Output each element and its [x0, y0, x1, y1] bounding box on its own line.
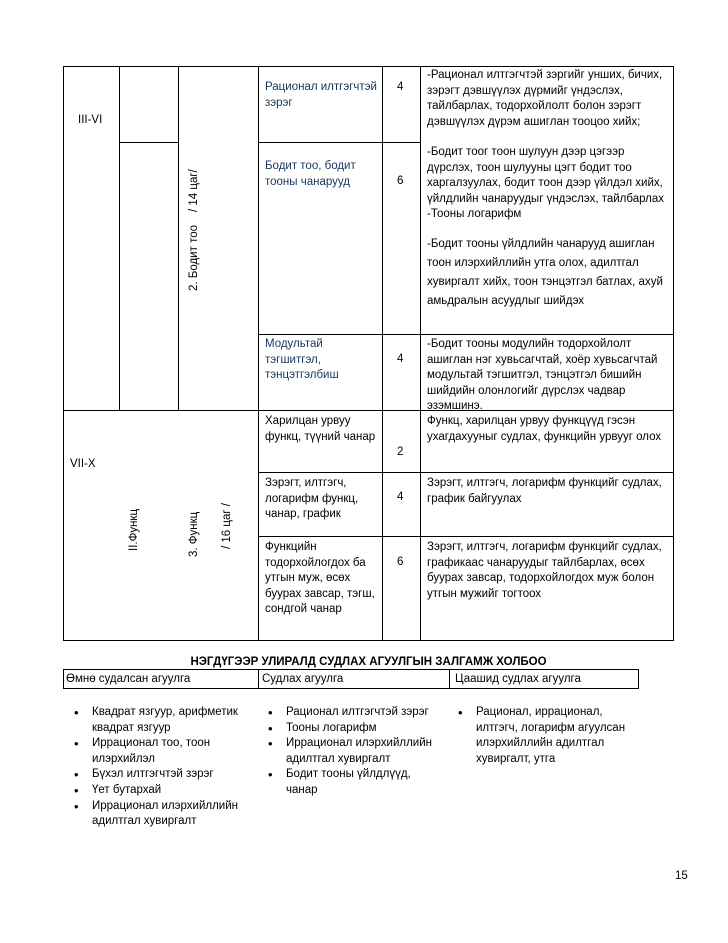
topic-function-domain: Функцийн тодорхойлогдох ба утгын муж, өсөх буурах завсар, тэгш, сондгой чанар	[265, 541, 375, 616]
goal-rational-power: -Рационал илтгэгчтэй зэргийг унших, бичих, зэрэгт дэвшүүлэх дүрмийг үндэслэх, тайлбарлах, тодорхойлолт болон зэрэгт дэвшүүлэх дүрэм ашиглан тооцоо хийх;	[427, 69, 663, 128]
goal-real-numbers-properties: -Бодит тооны үйлдлийн чанарууд ашиглан тоон илэрхийллийн утга олох, адилтгал хувиргалт хийх, тоон тэнцэтгэл батлах, ахуй амьдралын асуудлыг шийдэх	[427, 238, 663, 307]
goal-inverse-function: Функц, харилцан урвуу функцүүд гэсэн ухагдахууныг судлах, функцийн урвууг олох	[427, 415, 662, 443]
topic-rational-power: Рационал илтгэгчтэй зэрэг	[265, 81, 377, 109]
header-future: Цаашид судлах агуулга	[455, 673, 581, 685]
list-item: • Бүхэл илтгэгчтэй зэрэг	[70, 767, 250, 783]
list-item: • Рационал, иррационал, илтгэгч, логарифм агуулсан илэрхийллийн адилтгал хувиргалт, утга	[454, 705, 634, 767]
header-current: Судлах агуулга	[262, 673, 344, 685]
goal-function-domain: Зэрэгт, илтгэгч, логарифм функцийг судлах, графикаас чанаруудыг тайлбарлах, өсөх буурах завсар, тодорхойлогдох муж болон утгын мужийг тогтоох	[427, 541, 662, 600]
list-item: • Иррационал илэрхийллийн адилтгал хувиргалт	[70, 799, 250, 830]
hours-inverse-function: 2	[397, 446, 404, 458]
list-item: • Рационал илтгэгчтэй зэрэг	[264, 705, 444, 721]
goal-modulus-equation: -Бодит тооны модулийн тодорхойлолт ашиглан нэг хувьсагчтай, хоёр хувьсагчтай модультай тэгшитгэл, тэнцэтгэл бишийн шийдийн олонлогийг дүрслэх чадвар эзэмшинэ.	[427, 338, 658, 413]
previous-content-list	[70, 705, 250, 830]
topic-real-numbers: Бодит тоо, бодит тооны чанарууд	[265, 160, 356, 188]
current-content-list	[264, 705, 444, 799]
grade-label-vii-x: VII-X	[70, 458, 96, 470]
goal-power-functions: Зэрэгт, илтгэгч, логарифм функцийг судлах, график байгуулах	[427, 477, 662, 505]
future-content-list	[454, 705, 634, 767]
hours-power-functions: 4	[397, 491, 404, 503]
goal-real-numbers: -Бодит тоог тоон шулуун дээр цэгээр дүрслэх, тоон шулууны цэгт бодит тоо харгалзуулах, бодит тоон дээр үйлдэл хийх, үйлдлийн чанаруудыг үндэслэх, тайлбарлах -Тооны логарифм	[427, 146, 664, 221]
grade-label-iii-vi: III-VI	[78, 114, 103, 126]
page-number: 15	[675, 870, 688, 882]
list-item: • Бодит тооны үйлдлүүд, чанар	[264, 767, 444, 798]
hours-function-domain: 6	[397, 556, 404, 568]
hours-real-numbers: 6	[397, 175, 404, 187]
chapter-funkts: II.Функц	[128, 508, 140, 551]
list-item: • Тооны логарифм	[264, 721, 444, 737]
chapter-bodit-hours: / 14 цаг/	[188, 169, 200, 212]
header-previous: Өмнө судалсан агуулга	[66, 673, 191, 685]
section-funkts: 3. Функц	[188, 511, 200, 557]
list-item: • Иррационал тоо, тоон илэрхийлэл	[70, 736, 250, 767]
list-item: • Иррационал илэрхийллийн адилтгал хувиргалт	[264, 736, 444, 767]
topic-modulus-equation: Модультай тэгшитгэл, тэнцэтгэлбиш	[265, 338, 339, 382]
chapter-bodit-too: 2. Бодит тоо	[188, 224, 200, 291]
topic-power-functions: Зэрэгт, илтгэгч, логарифм функц, чанар, график	[265, 477, 359, 521]
list-item: • Квадрат язгуур, арифметик квадрат язгуур	[70, 705, 250, 736]
list-item: • Үет бутархай	[70, 783, 250, 799]
hours-rational-power: 4	[397, 81, 404, 93]
hours-modulus-equation: 4	[397, 353, 404, 365]
topic-inverse-function: Харилцан урвуу функц, түүний чанар	[265, 415, 376, 443]
section-funkts-hours: / 16 цаг /	[221, 503, 233, 549]
continuity-title: НЭГДҮГЭЭР УЛИРАЛД СУДЛАХ АГУУЛГЫН ЗАЛГАМЖ ХОЛБОО	[190, 656, 547, 668]
